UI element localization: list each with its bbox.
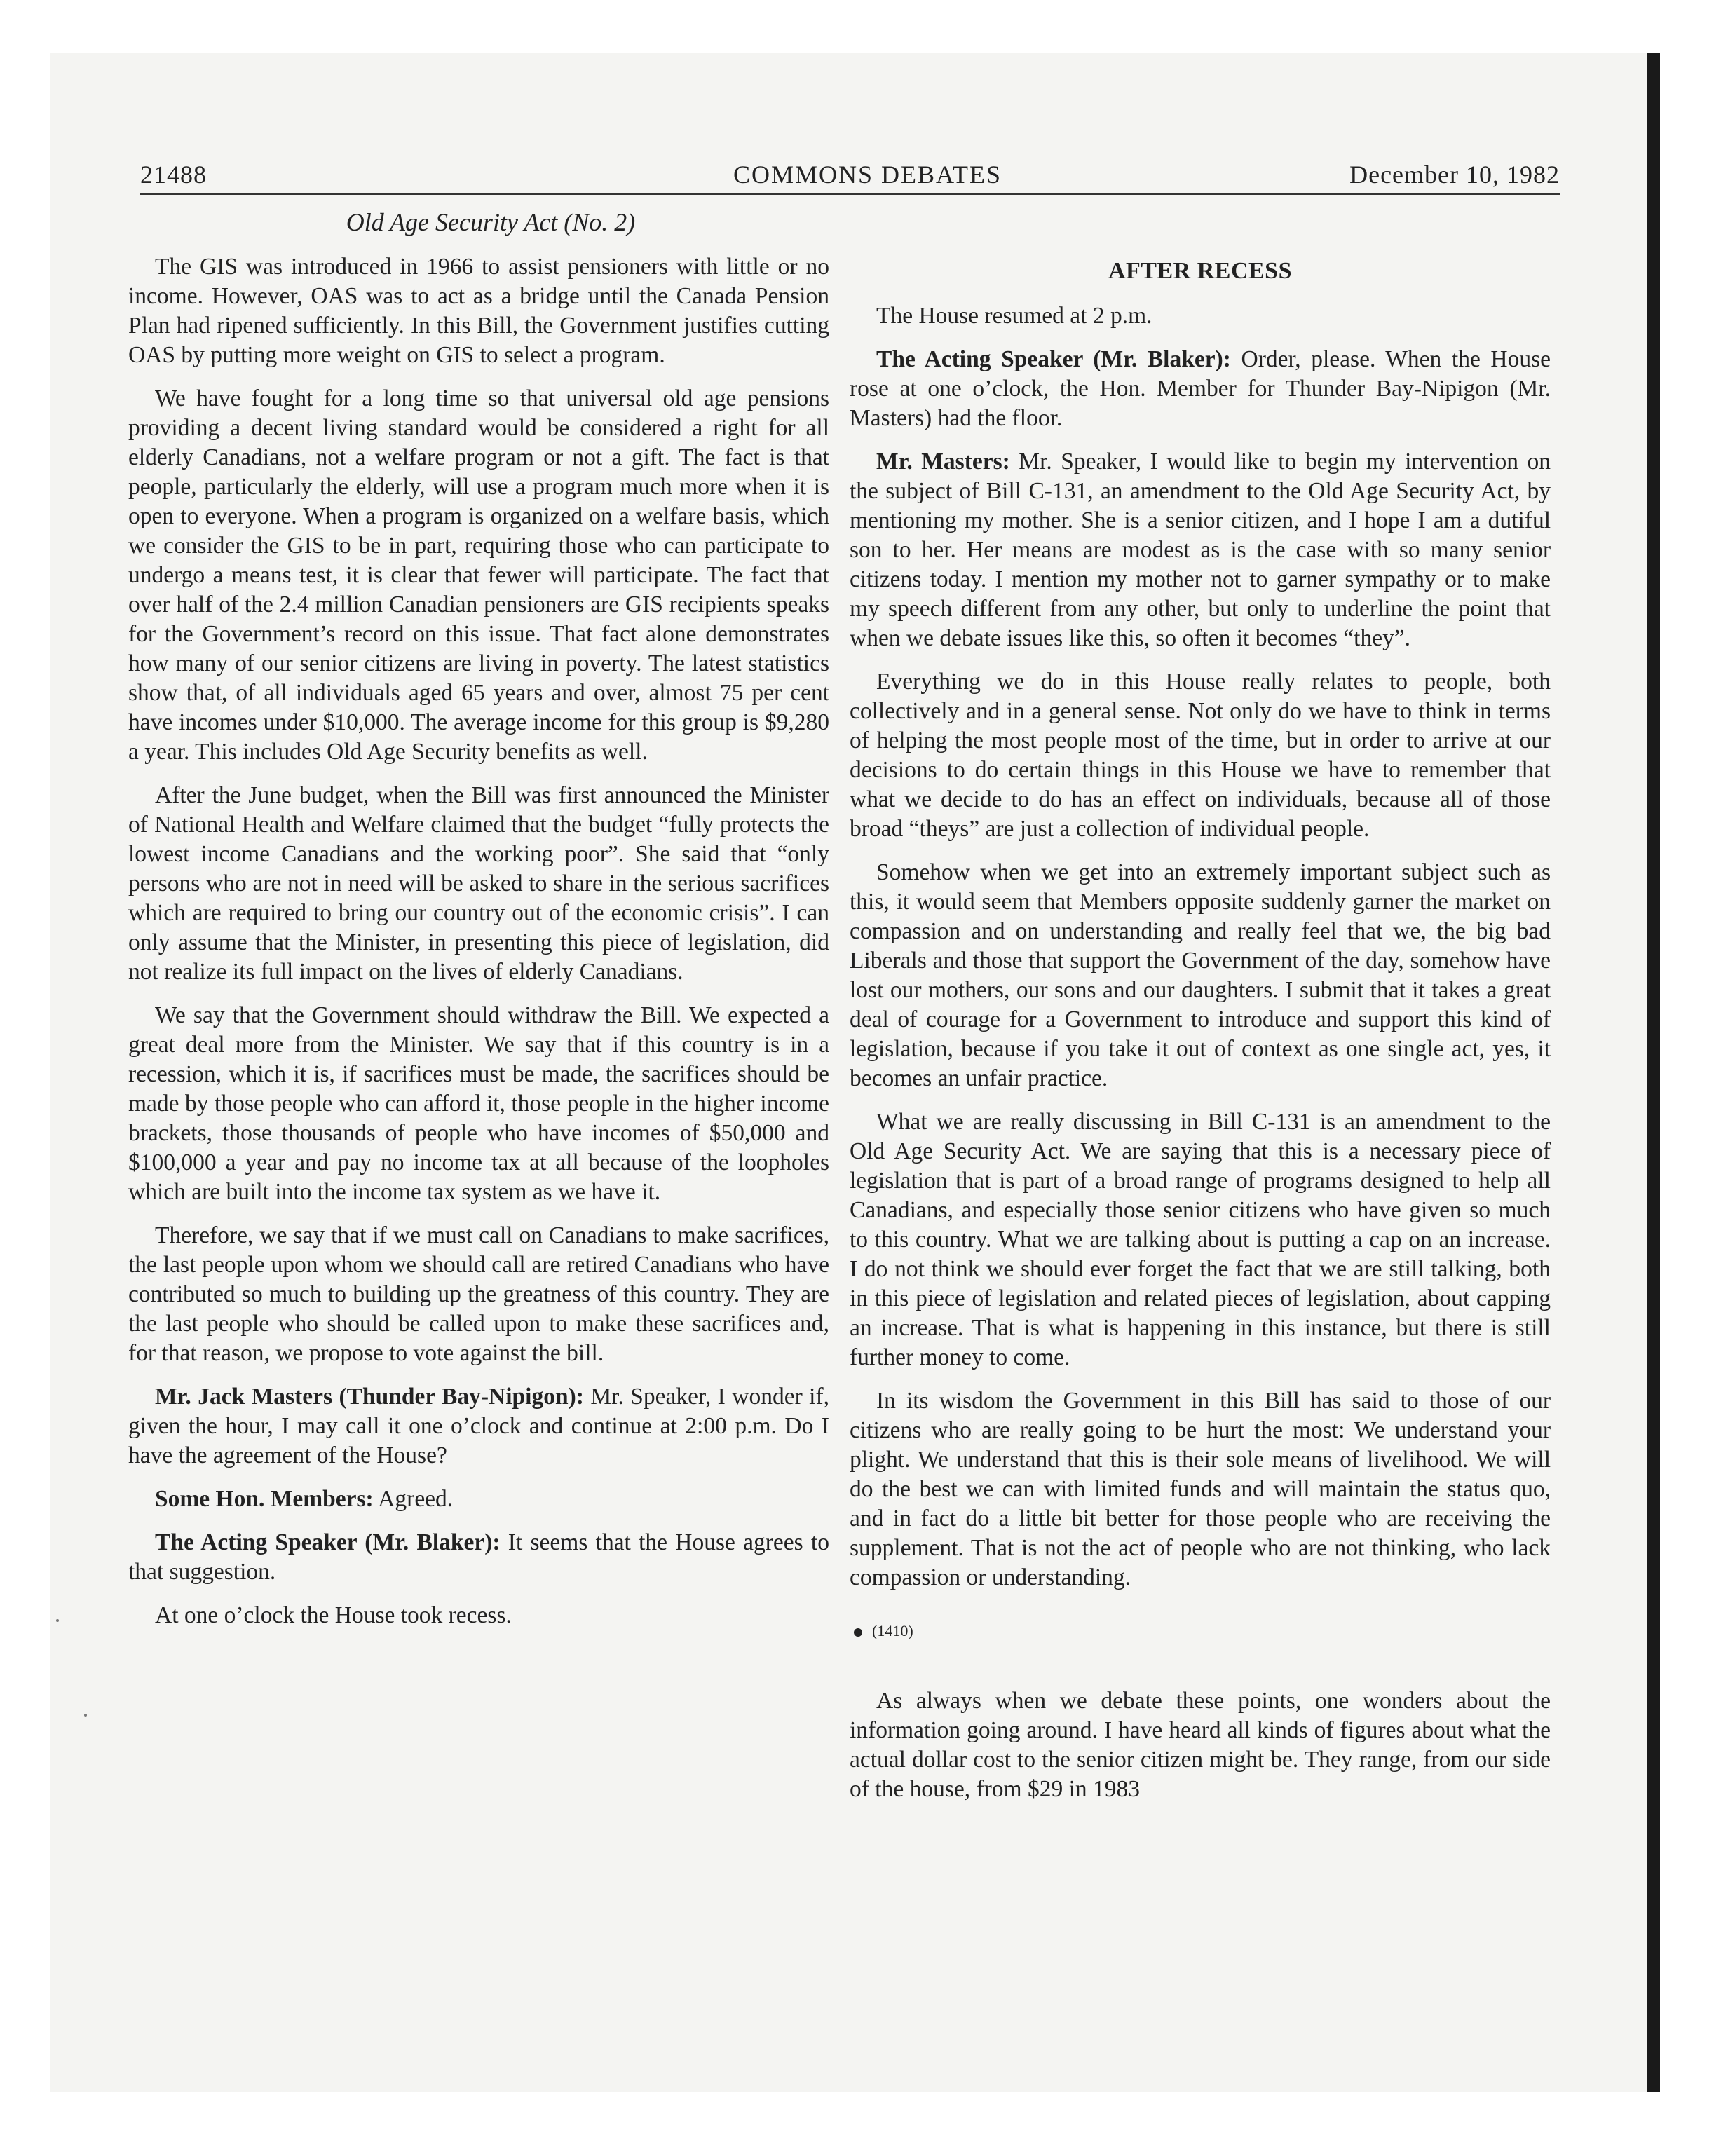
paragraph: We say that the Government should withdraw the Bill. We expected a great deal more from the Minister. We say that if this country is in a recession, which it is, if sacrifices must be made, the sacrifices should be made by those people who can afford it, those people in the higher income brackets, those thousands of people who have incomes of $50,000 and $100,000 a year and pay no income tax at all because of the loopholes which are built into the income tax system as we have it.	[128, 1002, 829, 1205]
speech-text: Mr. Speaker, I wonder if, given the hour, I may call it one o’clock and continue at 2:00 p.m. Do I have the agreement of the House?	[128, 1384, 830, 1468]
speech-members	[128, 1485, 829, 1514]
speaker-name: The Acting Speaker (Mr. Blaker):	[876, 346, 1231, 372]
speaker-name: Mr. Jack Masters (Thunder Bay-Nipigon):	[155, 1384, 584, 1410]
resumed-note: The House resumed at 2 p.m.	[876, 303, 1152, 329]
paragraph: In its wisdom the Government in this Bill has said to those of our citizens who are really going to be hurt the most: We understand your plight. We understand that this is their sole means of livelihood. We will do the best we can with limited funds and will maintain the status quo, and in fact do a little bit better for those people who are receiving the supplement. That is not the act of people who are not thinking, who lack compassion or understanding.	[850, 1388, 1551, 1590]
scan-speck	[84, 1714, 87, 1717]
scan-edge-bar	[1647, 53, 1660, 2092]
speech-text: Order, please. When the House rose at one o’clock, the Hon. Member for Thunder Bay-Nipigon (Mr. Masters) had the floor.	[850, 346, 1551, 431]
paragraph: As always when we debate these points, one wonders about the information going around. I have heard all kinds of figures about what the actual dollar cost to the senior citizen might be. They range, from our side of the house, from $29 in 1983	[850, 1688, 1551, 1802]
speaker-name: Mr. Masters:	[876, 449, 1010, 475]
issue-date: December 10, 1982	[1349, 161, 1560, 189]
left-column	[128, 252, 829, 1644]
scan-speck	[56, 1619, 59, 1622]
paragraph: What we are really discussing in Bill C-131 is an amendment to the Old Age Security Act. We are saying that this is a necessary piece of legislation that is part of a broad range of programs designed to help all Canadians, and especially those senior citizens who have given so much to this country. What we are talking about is putting a cap on an increase. I do not think we should ever forget the fact that we are still talking, both in this piece of legislation and related pieces of legislation, about capping an increase. That is what is happening in this instance, but there is still further money to come.	[850, 1109, 1551, 1370]
paragraph: Somehow when we get into an extremely important subject such as this, it would seem that Members opposite suddenly garner the market on compassion and on understanding and really feel that we, the big bad Liberals and those that support the Government of the day, somehow have lost our mothers, our sons and our daughters. I submit that it takes a great deal of courage for a Government to introduce and support this kind of legislation, because if you take it out of context as one single act, yes, it becomes an unfair practice.	[850, 859, 1551, 1091]
speech-masters	[850, 447, 1551, 653]
paragraph: Everything we do in this House really relates to people, both collectively and in a general sense. Not only do we have to think in terms of helping the most people most of the time, but in order to arrive at our decisions to do certain things in this House we have to remember that what we decide to do has an effect on individuals, because all of those broad “theys” are just a collection of individual people.	[850, 669, 1551, 842]
paragraph: The GIS was introduced in 1966 to assist pensioners with little or no income. However, OAS was to act as a bridge until the Canada Pension Plan had ripened sufficiently. In this Bill, the Government justifies cutting OAS by putting more weight on GIS to select a program.	[128, 254, 829, 368]
time-marker-text: (1410)	[872, 1622, 913, 1639]
speech-text: It seems that the House agrees to that suggestion.	[128, 1529, 829, 1585]
speech-text: Mr. Speaker, I would like to begin my intervention on the subject of Bill C-131, an amendment to the Old Age Security Act, by mentioning my mother. She is a senior citizen, and I hope I am a dutiful son to her. Her means are modest as is the case with so many senior citizens today. I mention my mother not to garner sympathy or to make my speech different from any other, but only to underline the point that when we debate issues like this, so often it becomes “they”.	[850, 449, 1551, 651]
speech-acting-speaker	[128, 1528, 829, 1587]
running-head: Old Age Security Act (No. 2)	[346, 208, 636, 236]
speech-acting-speaker	[850, 345, 1551, 433]
time-marker	[850, 1616, 1551, 1646]
speech-text: Agreed.	[373, 1486, 454, 1512]
speaker-name: Some Hon. Members:	[155, 1486, 374, 1512]
paragraph: We have fought for a long time so that universal old age pensions providing a decent living standard would be considered a right for all elderly Canadians, not a welfare program or not a gift. The fact is that people, particularly the elderly, will use a program much more when it is open to everyone. When a program is organized on a welfare basis, which we consider the GIS to be in part, requiring those who can participate to undergo a means test, it is clear that fewer will participate. The fact that over half of the 2.4 million Canadian pensioners are GIS recipients speaks for the Government’s record on this issue. That fact alone demonstrates how many of our senior citizens are living in poverty. The latest statistics show that, of all individuals aged 65 years and over, almost 75 per cent have incomes under $10,000. The average income for this group is $9,280 a year. This includes Old Age Security benefits as well.	[128, 386, 829, 765]
paragraph: After the June budget, when the Bill was first announced the Minister of National Health and Welfare claimed that the budget “fully protects the lowest income Canadians and the working poor”. She said that “only persons who are not in need will be asked to share in the serious sacrifices which are required to bring our country out of the economic crisis”. I can only assume that the Minister, in presenting this piece of legislation, did not realize its full impact on the lives of elderly Canadians.	[128, 782, 829, 985]
paragraph: Therefore, we say that if we must call on Canadians to make sacrifices, the last people upon whom we should call are retired Canadians who have contributed so much to building up the greatness of this country. They are the last people who should be called upon to make these sacrifices and, for that reason, we propose to vote against the bill.	[128, 1222, 829, 1366]
recess-note: At one o’clock the House took recess.	[155, 1602, 512, 1628]
journal-title: COMMONS DEBATES	[733, 161, 1002, 189]
speech-masters	[128, 1382, 829, 1471]
bullet-icon	[854, 1628, 862, 1637]
right-column	[850, 252, 1551, 1818]
page-number: 21488	[140, 161, 207, 189]
header-rule	[140, 193, 1560, 195]
section-heading: AFTER RECESS	[1108, 258, 1292, 284]
speaker-name: The Acting Speaker (Mr. Blaker):	[155, 1529, 501, 1555]
